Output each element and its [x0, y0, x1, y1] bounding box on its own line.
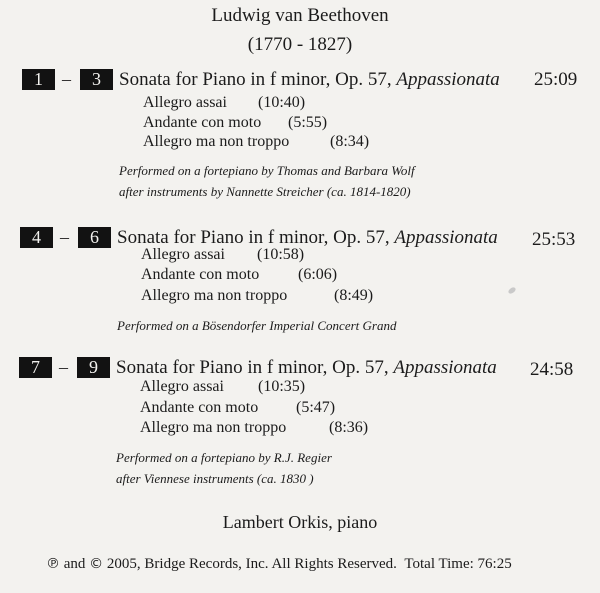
track-end-badge: 3 [80, 69, 113, 90]
phonogram-icon: ℗ [46, 556, 60, 572]
movement-duration: (5:47) [296, 399, 336, 416]
track-range-dash: – [59, 357, 68, 377]
movement-name: Andante con moto [140, 399, 259, 416]
movement-name: Allegro ma non troppo [141, 287, 288, 304]
composer-dates: (1770 - 1827) [247, 34, 353, 55]
total-time-value: 76:25 [477, 556, 512, 572]
work-title: Sonata for Piano in f minor, Op. 57, Appassionata [117, 227, 498, 248]
movement-duration: (8:49) [334, 287, 374, 304]
copyright-and: and [63, 556, 86, 572]
movement-duration: (8:36) [329, 419, 369, 436]
movement-name: Allegro assai [143, 94, 227, 111]
work-duration: 25:09 [534, 69, 578, 90]
instrument-note: after instruments by Nannette Streicher (ca. 1814-1820) [119, 184, 411, 199]
movement-duration: (10:35) [258, 378, 306, 395]
track-range-dash: – [62, 69, 71, 89]
track-start-badge: 4 [20, 227, 53, 248]
work-subtitle: Appassionata [396, 69, 500, 90]
instrument-note: after Viennese instruments (ca. 1830 ) [116, 471, 314, 486]
movement-name: Allegro assai [140, 378, 224, 395]
track-end-badge: 9 [77, 357, 110, 378]
movement-duration: (8:34) [330, 133, 370, 150]
movement-duration: (10:58) [257, 246, 305, 263]
track-range-dash: – [60, 227, 69, 247]
track-end-badge: 6 [78, 227, 111, 248]
movement-name: Andante con moto [143, 114, 262, 131]
work-heading [0, 69, 600, 95]
movement-name: Allegro ma non troppo [140, 419, 287, 436]
movement-duration: (5:55) [288, 114, 328, 131]
performer-credit: Lambert Orkis, piano [222, 512, 378, 532]
composer-name: Ludwig van Beethoven [211, 5, 389, 26]
track-start-badge: 7 [19, 357, 52, 378]
work-subtitle: Appassionata [393, 357, 497, 378]
total-time-label: Total Time: [404, 556, 474, 572]
work-title: Sonata for Piano in f minor, Op. 57, Appassionata [116, 357, 497, 378]
movement-name: Allegro ma non troppo [143, 133, 290, 150]
instrument-note: Performed on a Bösendorfer Imperial Concert Grand [117, 318, 397, 333]
movement-duration: (10:40) [258, 94, 306, 111]
copyright-text: 2005, Bridge Records, Inc. All Rights Reserved. [106, 556, 397, 572]
movement-duration: (6:06) [298, 266, 338, 283]
movement-name: Allegro assai [141, 246, 225, 263]
instrument-note: Performed on a fortepiano by R.J. Regier [116, 450, 332, 465]
work-duration: 25:53 [532, 229, 576, 250]
paper-speck [507, 286, 516, 295]
work-title: Sonata for Piano in f minor, Op. 57, Appassionata [119, 69, 500, 90]
movement-name: Andante con moto [141, 266, 260, 283]
work-subtitle: Appassionata [394, 227, 498, 248]
copyright-icon: © [89, 556, 104, 572]
instrument-note: Performed on a fortepiano by Thomas and Barbara Wolf [119, 163, 415, 178]
track-start-badge: 1 [22, 69, 55, 90]
copyright-line [46, 554, 512, 574]
work-duration: 24:58 [530, 359, 574, 380]
